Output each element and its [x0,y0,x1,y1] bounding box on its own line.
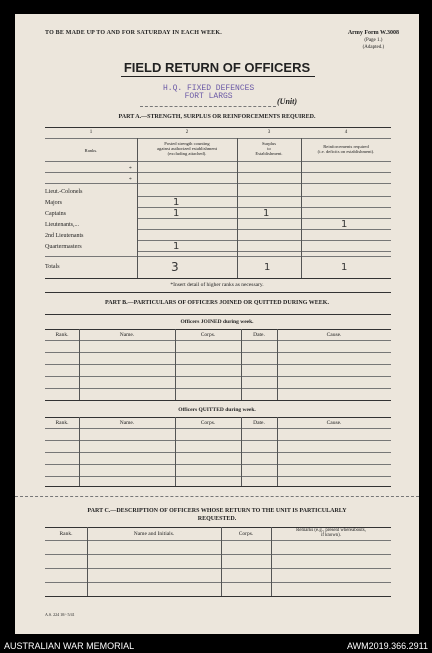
page-title: FIELD RETURN OF OFFICERS [123,60,311,75]
rule [45,417,391,418]
perforation-line [15,496,419,497]
part-b-title: PART B.—PARTICULARS OF OFFICERS JOINED OR QUITTED DURING WEEK. [105,300,329,306]
totals-label: Totals [45,264,60,270]
unit-line [140,106,276,107]
rank-2nd-lieutenants: 2nd Lieutenants [45,233,84,239]
star-mark: * [129,177,132,183]
total-posted: 3 [171,260,179,274]
rule [45,452,391,453]
rule [45,340,391,341]
c-col-rank: Rank. [59,531,73,537]
rule [45,388,391,389]
unit-stamp-line1: H.Q. FIXED DEFENCES [163,84,255,93]
col-head-posted [137,141,237,156]
rule [45,400,391,401]
col-number-3: 3 [267,130,271,135]
col-divider [221,527,222,596]
col-head-reinf-line2: (i.e. deficits on establishment). [317,149,375,154]
rule [45,376,391,377]
col-number-1: 1 [89,130,93,135]
rule [45,172,391,173]
rule [45,256,391,257]
rule [45,486,391,487]
col-head-posted-line2: against authorized establishment [157,146,217,151]
caption-id: AWM2019.366.2911 [346,641,428,651]
rule [137,229,391,230]
rule [45,352,391,353]
form-page-label: (Page 1.) [364,38,383,43]
posted-quartermasters: 1 [173,241,180,252]
col-head-posted-line3: (excluding attached). [167,151,207,156]
reinf-lieutenants: 1 [341,219,348,230]
quitted-col-name: Name. [119,420,135,426]
rule [45,428,391,429]
quitted-col-corps: Corps. [200,420,216,426]
rank-lieut-colonels: Lieut.-Colonels [45,189,83,195]
rule [45,292,391,293]
col-divider [137,138,138,278]
rank-quartermasters: Quartermasters [45,244,82,250]
part-a-title: PART A.—STRENGTH, SURPLUS OR REINFORCEMENTS REQUIRED. [118,114,316,120]
col-head-surplus [237,141,301,156]
rule [45,183,391,184]
col-divider [79,417,80,486]
rule [45,476,391,477]
form-id: Army Form W.3008 [347,30,399,36]
col-head-reinf-line1: Reinforcements required [323,144,369,149]
form-page [15,14,419,634]
col-divider [241,417,242,486]
print-code: A.S. 224 10/- 5/41 [45,612,75,617]
c-col-remarks [271,528,391,538]
rank-captains: Captains [45,211,66,217]
rule [45,329,391,330]
col-divider [87,527,88,596]
col-head-posted-line1: Posted strength counting [164,141,210,146]
c-col-corps: Corps. [238,531,254,537]
col-divider [175,417,176,486]
joined-col-cause: Cause. [326,332,342,338]
joined-col-corps: Corps. [200,332,216,338]
c-col-remarks-line1: Remarks (e.g., present whereabouts, [296,528,366,533]
quitted-col-date: Date. [253,420,265,426]
col-head-surplus-line1: Surplus [261,141,277,146]
rule [45,582,391,583]
rule [45,554,391,555]
rule [45,127,391,128]
caption-source: AUSTRALIAN WAR MEMORIAL [4,641,135,651]
col-divider [277,417,278,486]
c-col-remarks-line2: if known). [321,533,341,538]
rule [45,596,391,597]
rank-lieutenants: Lieutenants,... [45,222,79,228]
col-divider [175,329,176,400]
title-underline [121,76,315,77]
joined-col-rank: Rank. [55,332,69,338]
col-divider [277,329,278,400]
rule [45,314,391,315]
col-head-surplus-line3: Establishment. [255,151,283,156]
rule [45,364,391,365]
rule [45,138,391,139]
rule [45,540,391,541]
quitted-col-cause: Cause. [326,420,342,426]
col-divider [301,138,302,278]
part-c-title-line1: PART C.—DESCRIPTION OF OFFICERS WHOSE RETURN TO THE UNIT IS PARTICULARLY [87,508,347,514]
unit-stamp-line2: FORT LARGS [184,92,233,101]
col-divider [79,329,80,400]
joined-col-name: Name. [119,332,135,338]
posted-captains: 1 [173,208,180,219]
unit-label: (Unit) [277,97,297,106]
total-surplus: 1 [264,262,271,273]
col-head-ranks: Ranks. [84,148,98,153]
col-number-4: 4 [344,130,348,135]
star-mark: * [129,166,132,172]
quitted-heading: Officers QUITTED during week. [178,407,256,413]
total-reinf: 1 [341,262,348,273]
form-number [348,30,399,51]
c-col-name: Name and Initials. [133,531,175,537]
joined-col-date: Date. [253,332,265,338]
rule [45,464,391,465]
quitted-col-rank: Rank. [55,420,69,426]
rule [45,440,391,441]
col-head-reinforcements [301,144,391,154]
col-divider [237,138,238,278]
rank-majors: Majors [45,200,62,206]
form-adapted-label: (Adapted.) [362,45,385,50]
posted-majors: 1 [173,197,180,208]
rule [45,278,391,279]
col-head-surplus-line2: to [267,146,271,151]
joined-heading: Officers JOINED during week. [180,319,254,325]
part-c-title-line2: REQUESTED. [197,516,237,522]
col-divider [241,329,242,400]
rule [45,568,391,569]
footnote: *Insert detail of higher ranks as necessary. [170,282,264,288]
header-instruction: TO BE MADE UP TO AND FOR SATURDAY IN EACH WEEK. [45,30,222,36]
col-divider [271,527,272,596]
unit-stamp [163,85,254,101]
col-number-2: 2 [185,130,189,135]
surplus-captains: 1 [263,208,270,219]
rule [45,161,391,162]
